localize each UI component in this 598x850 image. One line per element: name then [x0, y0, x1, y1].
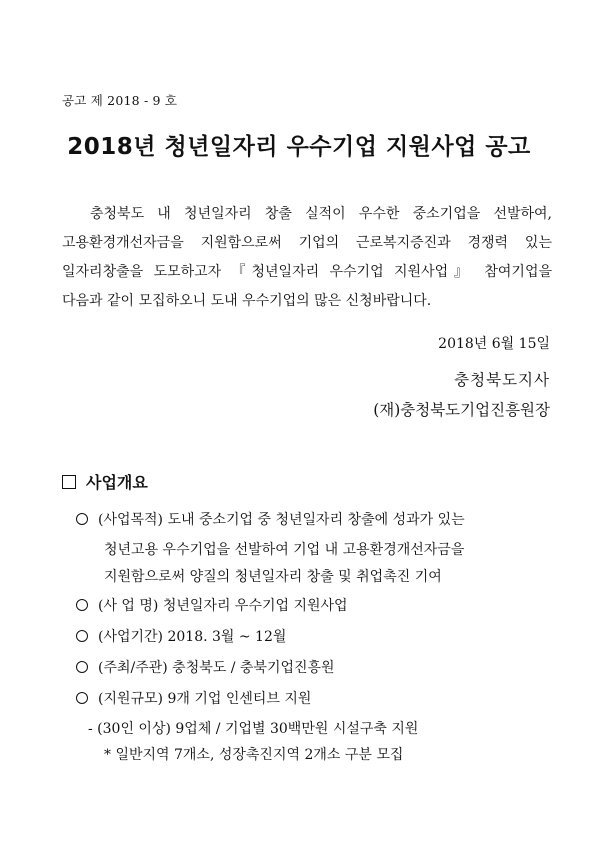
- item-scale-detail: - (30인 이상) 9업체 / 기업별 30백만원 시설구축 지원: [88, 721, 419, 737]
- intro-line: 일자리창출을 도모하고자 『청년일자리 우수기업 지원사업』 참여기업을: [62, 264, 552, 280]
- intro-line: 고용환경개선자금을 지원함으로써 기업의 근로복지증진과 경쟁력 있는: [62, 235, 552, 251]
- circle-bullet-icon: [76, 599, 88, 611]
- item-purpose: [76, 509, 465, 529]
- item-name-text: (사 업 명) 청년일자리 우수기업 지원사업: [98, 598, 348, 614]
- square-bullet-icon: [62, 475, 76, 489]
- section-heading-text: 사업개요: [86, 473, 148, 492]
- item-scale: [76, 688, 311, 708]
- page-title: 2018년 청년일자리 우수기업 지원사업 공고: [67, 134, 531, 160]
- item-period: [76, 626, 286, 646]
- intro-line: 다음과 같이 모집하오니 도내 우수기업의 많은 신청바랍니다.: [62, 293, 432, 309]
- item-purpose-continuation: 청년고용 우수기업을 선발하여 기업 내 고용환경개선자금을: [104, 542, 465, 558]
- circle-bullet-icon: [76, 513, 88, 525]
- item-period-text: (사업기간) 2018. 3월 ~ 12월: [98, 629, 287, 645]
- circle-bullet-icon: [76, 661, 88, 673]
- intro-line: 충청북도 내 청년일자리 창출 실적이 우수한 중소기업을 선발하여,: [90, 206, 552, 222]
- notice-number: 공고 제 2018 - 9 호: [62, 93, 178, 108]
- item-purpose-text: (사업목적) 도내 중소기업 중 청년일자리 창출에 성과가 있는: [98, 512, 465, 528]
- item-purpose-continuation: 지원함으로써 양질의 청년일자리 창출 및 취업촉진 기여: [104, 569, 442, 585]
- item-name: [76, 595, 348, 615]
- circle-bullet-icon: [76, 630, 88, 642]
- item-scale-note: * 일반지역 7개소, 성장촉진지역 2개소 구분 모집: [104, 747, 404, 763]
- circle-bullet-icon: [76, 692, 88, 704]
- section-heading: [62, 470, 148, 493]
- announcement-date: 2018년 6월 15일: [438, 336, 550, 352]
- issuer-agency: (재)충청북도기업진흥원장: [373, 401, 550, 419]
- item-scale-text: (지원규모) 9개 기업 인센티브 지원: [98, 691, 312, 707]
- item-organizer-text: (주최/주관) 충청북도 / 충북기업진흥원: [98, 660, 335, 676]
- item-organizer: [76, 657, 335, 677]
- issuer-governor: 충청북도지사: [454, 371, 550, 389]
- intro-paragraph: [62, 200, 552, 316]
